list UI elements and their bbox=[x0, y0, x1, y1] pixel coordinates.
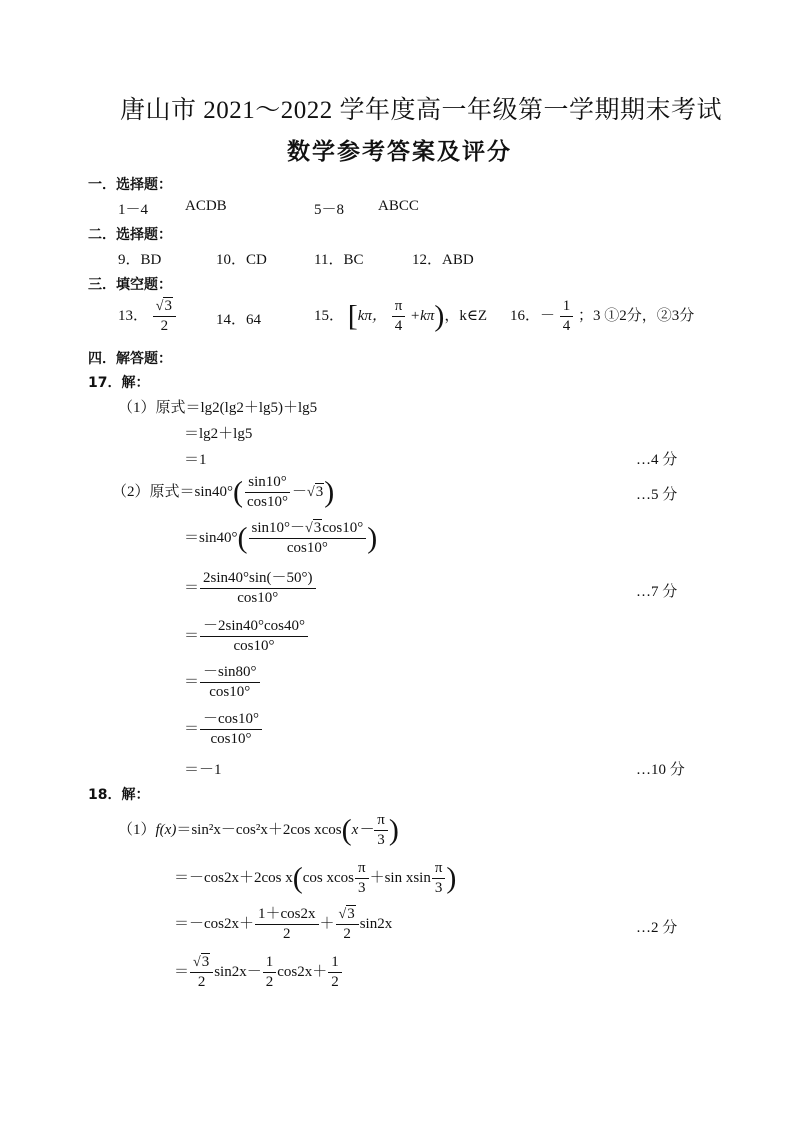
p17-line-1: （1）原式＝lg2(lg2＋lg5)＋lg5 bbox=[118, 400, 318, 416]
section-heading-fill: 三．填空题： bbox=[88, 277, 172, 293]
answer-13: 13． √ $\frac{3}{2}$ bbox=[118, 298, 177, 335]
score-10: …10 分 bbox=[636, 762, 685, 778]
answer-range-5-8: 5－8 bbox=[314, 202, 345, 218]
answer-9: 9．BD bbox=[118, 252, 162, 268]
score-4: …4 分 bbox=[636, 452, 678, 468]
answer-range-1-4: 1－4 bbox=[118, 202, 149, 218]
score-7: …7 分 bbox=[636, 584, 678, 600]
answer-12: 12．ABD bbox=[412, 252, 474, 268]
p17-part2-line-7: ＝－1 bbox=[184, 762, 222, 778]
p17-part2-line-4: ＝ $\frac{-2\sin 40^\circ\cos 40^\circ}{\cos 10^\circ}$ bbox=[184, 618, 309, 655]
p18-line-2: ＝－cos2x＋2cos x(cos xcos $\frac{\pi}{3}$ ＋sin xsin $\frac{\pi}{3}$ ) bbox=[174, 860, 457, 896]
score-5: …5 分 bbox=[636, 487, 678, 503]
problem-18-heading: 18．解： bbox=[88, 787, 150, 803]
p17-part2-line-6: ＝ $\frac{-\cos 10^\circ}{\cos 10^\circ}$ bbox=[184, 711, 263, 748]
p17-part2-line-3: ＝ $\frac{2\sin 40^\circ\sin(-50^\circ)}{\cos 10^\circ}$ bbox=[184, 570, 317, 607]
answer-10: 10．CD bbox=[216, 252, 267, 268]
p18-line-3: ＝－cos2x＋ $\frac{1+\cos 2x}{2}$ ＋ √ $\frac{3}{2}$ sin2x bbox=[174, 906, 392, 943]
answer-15: 15． [kπ， $\frac{\pi}{4}$ +kπ)，k∈Z bbox=[314, 298, 488, 334]
answer-11: 11．BC bbox=[314, 252, 364, 268]
p17-line-3: ＝1 bbox=[184, 452, 207, 468]
p18-line-1: （1）f(x)＝sin²x－cos²x＋2cos xcos(x－ $\frac{\pi}{3}$ ) bbox=[118, 812, 399, 848]
answer-5-8: ABCC bbox=[378, 198, 419, 214]
score-2: …2 分 bbox=[636, 920, 678, 936]
p18-line-4: ＝ √ $\frac{3}{2}$ sin2x－ $\frac{1}{2}$ cos2x＋ $\frac{1}{2}$ bbox=[174, 954, 343, 991]
fraction: √ $\frac{3}{2}$ bbox=[153, 298, 176, 335]
p17-part2-line-5: ＝ $\frac{-\sin 80^\circ}{\cos 10^\circ}$ bbox=[184, 664, 261, 701]
section-heading-choice: 一．选择题： bbox=[88, 177, 172, 193]
answer-1-4: ACDB bbox=[185, 198, 227, 214]
p17-part2-line-1: （2）原式＝sin40°( $\frac{\sin 10^\circ}{\cos 10^\circ}$ －√ 3) bbox=[112, 474, 334, 511]
p17-part2-line-2: ＝sin40°( $\frac{\sin 10^\circ-√ 3\cos 10^\circ}{\cos 10^\circ}$ ) bbox=[184, 520, 377, 557]
page-title: 唐山市 2021～2022 学年度高一年级第一学期期末考试 bbox=[120, 97, 723, 124]
section-heading-multi-choice: 二．选择题： bbox=[88, 227, 172, 243]
problem-17-heading: 17．解： bbox=[88, 375, 150, 391]
answer-14: 14．64 bbox=[216, 312, 262, 328]
page-subtitle: 数学参考答案及评分 bbox=[287, 139, 512, 165]
answer-16: 16．－ $\frac{1}{4}$ ；3 ①2分，②3分 bbox=[510, 298, 695, 334]
p17-line-2: ＝lg2＋lg5 bbox=[184, 426, 253, 442]
section-heading-solutions: 四．解答题： bbox=[88, 351, 172, 367]
